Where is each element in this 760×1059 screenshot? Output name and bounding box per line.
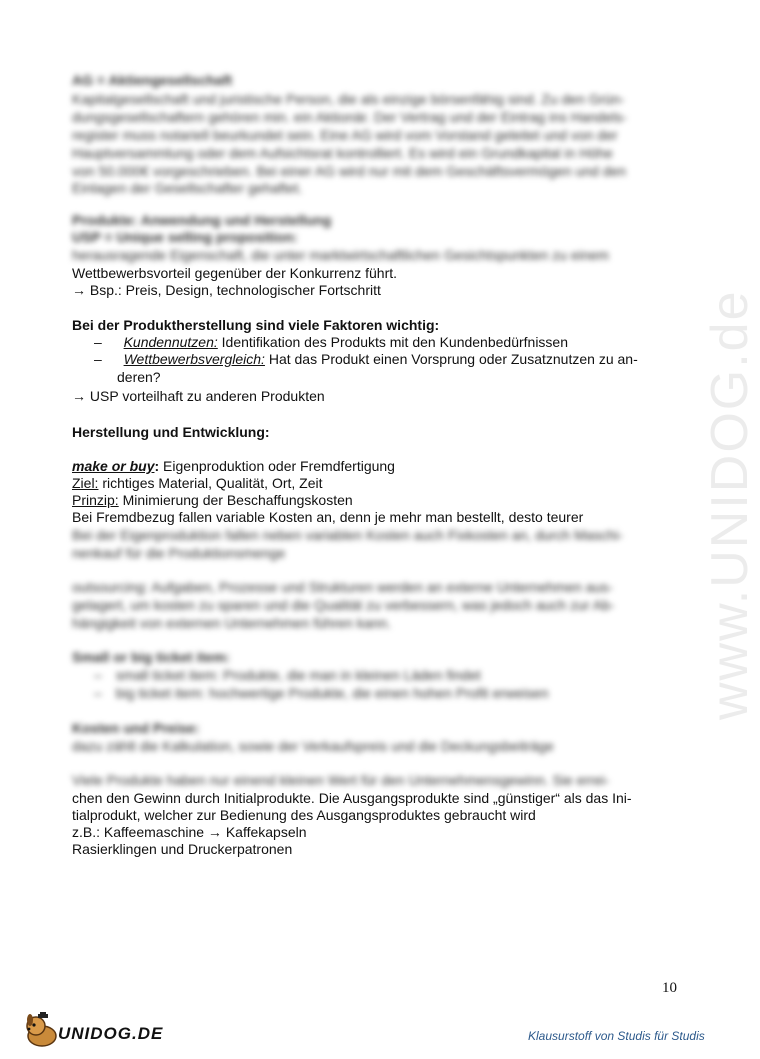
blurred-item-text: big ticket item: hochwertige Produkte, die einen hohen Profit erweisen xyxy=(115,685,549,701)
blurred-text-line: nenkauf für die Produktionsmenge xyxy=(72,545,286,561)
page-number: 10 xyxy=(662,980,677,996)
make-colon: : xyxy=(154,458,160,474)
term-wettbewerbsvergleich: Wettbewerbsvergleich: xyxy=(123,351,265,367)
example-line-2: Rasierklingen und Druckerpatronen xyxy=(72,841,293,857)
blurred-text-line: register muss notariell beurkundet sein. Eine AG wird vom Vorstand geleitet und von der xyxy=(72,127,618,143)
term-kundennutzen: Kundennutzen: xyxy=(123,334,218,350)
blurred-text-line: Hauptversammlung oder dem Aufsichtsrat kontrolliert. Es wird ein Grundkapital in Höhe xyxy=(72,145,613,161)
list-dash: – xyxy=(94,667,102,683)
usp-conclusion: → USP vorteilhaft zu anderen Produkten xyxy=(72,388,325,404)
prinzip-line xyxy=(72,492,353,509)
text-prinzip: Minimierung der Beschaffungskosten xyxy=(118,492,353,508)
blurred-text-line: dazu zählt die Kalkulation, sowie der Verkaufspreis und die Deckungsbeiträge xyxy=(72,738,554,754)
list-dash: – xyxy=(94,685,102,701)
blurred-text-line: Einlagen der Gesellschafter gehaftet. xyxy=(72,180,303,196)
list-item-wettbewerbsvergleich xyxy=(94,351,638,368)
blurred-text-line: dungsgesellschaftern gehören min. ein Aktionär. Der Vertrag und der Eintrag ins Handels- xyxy=(72,109,627,125)
list-item-continuation: deren? xyxy=(117,369,161,385)
blurred-list-item xyxy=(94,685,548,702)
blurred-heading-produkte: Produkte: Anwendung und Herstellung xyxy=(72,212,332,228)
factors-heading: Bei der Produktherstellung sind viele Faktoren wichtig: xyxy=(72,317,440,333)
logo-text: UNIDOG.DE xyxy=(58,1024,164,1043)
list-dash: – xyxy=(94,334,102,350)
term-make-or-buy: make or buy xyxy=(72,458,155,474)
usp-example: → Bsp.: Preis, Design, technologischer Fortschritt xyxy=(72,282,381,298)
blurred-text-line: Kapitalgesellschaft und juristische Person, die als einzige börsenfähig sind. Zu den Grün- xyxy=(72,91,625,107)
term-ziel: Ziel: xyxy=(72,475,99,491)
herstellung-heading: Herstellung und Entwicklung: xyxy=(72,424,270,440)
text-wettbewerbsvergleich: Hat das Produkt einen Vorsprung oder Zusatznutzen zu an- xyxy=(264,351,638,367)
term-prinzip: Prinzip: xyxy=(72,492,119,508)
blurred-heading-kosten: Kosten und Preise: xyxy=(72,720,200,736)
blurred-heading-ag: AG = Aktiengesellschaft xyxy=(72,72,233,88)
text-make-or-buy: Eigenproduktion oder Fremdfertigung xyxy=(159,458,395,474)
list-item-kundennutzen xyxy=(94,334,568,351)
text-ziel: richtiges Material, Qualität, Ort, Zeit xyxy=(98,475,323,491)
blurred-text-line: Bei der Eigenproduktion fallen neben variablen Kosten auch Fixkosten an, durch Maschi- xyxy=(72,527,623,543)
watermark: www.UNIDOG.de xyxy=(701,289,759,720)
blurred-heading-ticket: Small or big ticket item: xyxy=(72,649,230,665)
blurred-heading-usp: USP = Unique selling proposition: xyxy=(72,229,298,245)
blurred-text-line: gelagert, um kosten zu sparen und die Qualität zu verbessern, was jedoch auch zur Ab- xyxy=(72,597,615,613)
text-kundennutzen: Identifikation des Produkts mit den Kundenbedürfnissen xyxy=(217,334,568,350)
blurred-text-line: von 50.000€ vorgeschrieben. Bei einer AG wird nur mit dem Geschäftsvermögen und den xyxy=(72,163,627,179)
initial-line-2: tialprodukt, welcher zur Bedienung des Ausgangsproduktes gebraucht wird xyxy=(72,807,536,823)
initial-line-1: chen den Gewinn durch Initialprodukte. Die Ausgangsprodukte sind „günstiger“ als das Ini- xyxy=(72,790,632,806)
list-dash: – xyxy=(94,351,102,367)
ziel-line xyxy=(72,475,323,492)
footer-slogan: Klausurstoff von Studis für Studis xyxy=(528,1029,705,1043)
blurred-text-line: hängigkeit von externen Unternehmen führen kann. xyxy=(72,615,392,631)
fremdbezug-line: Bei Fremdbezug fallen variable Kosten an, denn je mehr man bestellt, desto teurer xyxy=(72,509,584,525)
blurred-outsourcing: outsourcing: Aufgaben, Prozesse und Strukturen werden an externe Unternehmen aus- xyxy=(72,579,613,595)
blurred-item-text: small ticket item: Produkte, die man in kleinen Läden findet xyxy=(115,667,481,683)
make-or-buy-line xyxy=(72,458,395,475)
usp-line: Wettbewerbsvorteil gegenüber der Konkurrenz führt. xyxy=(72,265,398,281)
blurred-text-line: herausragende Eigenschaft, die unter marktwirtschaftlichen Gesichtspunkten zu einem xyxy=(72,247,609,263)
dog-logo-icon xyxy=(22,1012,62,1048)
blurred-text-line: Viele Produkte haben nur einend kleinen Wert für den Unternehmensgewinn. Sie errei- xyxy=(72,772,610,788)
blurred-list-item xyxy=(94,667,481,684)
example-line-1: z.B.: Kaffeemaschine → Kaffekapseln xyxy=(72,824,307,840)
